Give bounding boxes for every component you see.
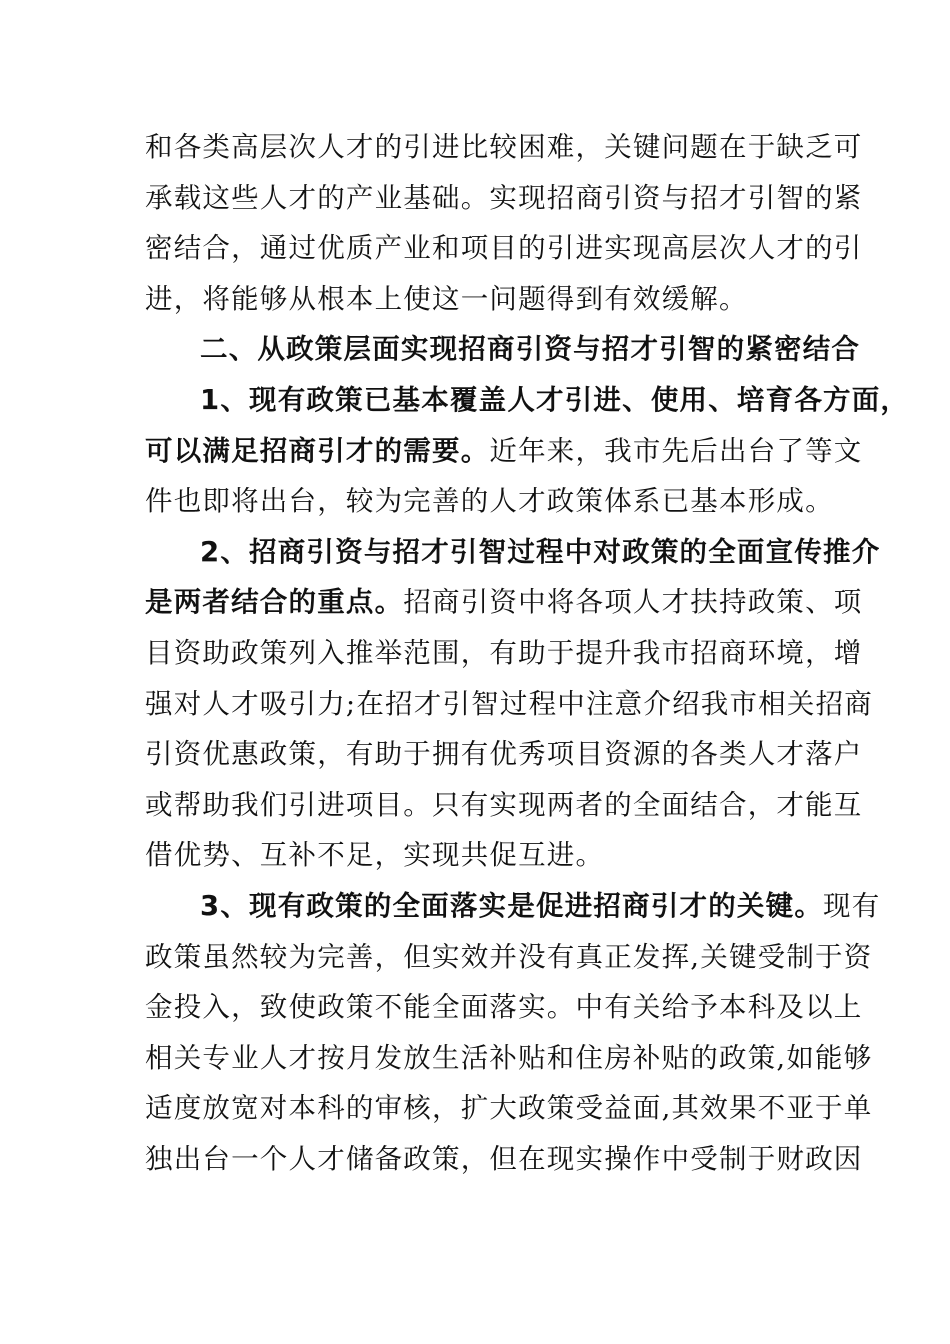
paragraph-line [145, 881, 881, 932]
line-text: 密结合，通过优质产业和项目的引进实现高层次人才的引 [145, 232, 863, 265]
paragraph-line [145, 1083, 873, 1134]
line-text: 政策虽然较为完善，但实效并没有真正发挥,关键受制于资 [145, 940, 873, 973]
section-heading [145, 324, 861, 375]
paragraph-line [145, 679, 873, 730]
section-heading-text: 二、从政策层面实现招商引资与招才引智的紧密结合 [200, 333, 861, 366]
paragraph-line [145, 982, 863, 1033]
line-text: 金投入，致使政策不能全面落实。中有关给予本科及以上 [145, 991, 863, 1024]
paragraph-line [145, 729, 863, 780]
bold-lead-text: 3、现有政策的全面落实是促进招商引才的关键。 [200, 889, 824, 922]
line-text: 适度放宽对本科的审核，扩大政策受益面,其效果不亚于单 [145, 1092, 873, 1125]
paragraph-line [145, 122, 863, 173]
paragraph-line [145, 375, 910, 426]
line-text: 或帮助我们引进项目。只有实现两者的全面结合，才能互 [145, 788, 863, 821]
paragraph-line [145, 577, 863, 628]
paragraph-line [145, 476, 834, 527]
paragraph-line [145, 426, 863, 477]
paragraph-line [145, 628, 863, 679]
line-text: 引资优惠政策，有助于拥有优秀项目资源的各类人才落户 [145, 738, 863, 771]
paragraph-line [145, 932, 873, 983]
body-text [145, 122, 910, 1184]
paragraph-line [145, 274, 805, 325]
bold-lead-text: 1、现有政策已基本覆盖人才引进、使用、培育各方面， [200, 383, 910, 416]
line-text: 招商引资中将各项人才扶持政策、项 [403, 586, 863, 619]
paragraph-line [145, 1033, 873, 1084]
line-text: 和各类高层次人才的引进比较困难，关键问题在于缺乏可 [145, 131, 863, 163]
line-text: 现有 [823, 889, 881, 922]
line-text: 相关专业人才按月发放生活补贴和住房补贴的政策,如能够 [145, 1041, 873, 1074]
paragraph-line [145, 223, 863, 274]
line-text: 进，将能够从根本上使这一问题得到有效缓解。 [145, 282, 748, 315]
line-text: 独出台一个人才储备政策，但在现实操作中受制于财政因 [145, 1142, 863, 1175]
paragraph-line [145, 1134, 863, 1185]
line-text: 件也即将出台，较为完善的人才政策体系已基本形成。 [145, 485, 834, 518]
line-text: 强对人才吸引力;在招才引智过程中注意介绍我市相关招商 [145, 687, 873, 720]
line-text: 借优势、互补不足，实现共促互进。 [145, 839, 605, 872]
line-text: 承载这些人才的产业基础。实现招商引资与招才引智的紧 [145, 181, 863, 214]
bold-lead-text: 可以满足招商引才的需要。 [145, 434, 490, 467]
line-text: 近年来，我市先后出台了等文 [489, 434, 863, 467]
line-text: 目资助政策列入推举范围，有助于提升我市招商环境，增 [145, 636, 863, 669]
paragraph-line [145, 830, 805, 881]
paragraph-line [145, 173, 863, 224]
paragraph-line [145, 527, 881, 578]
bold-lead-text: 2、招商引资与招才引智过程中对政策的全面宣传推介 [200, 535, 881, 568]
paragraph-line [145, 780, 863, 831]
bold-lead-text: 是两者结合的重点。 [145, 586, 404, 619]
